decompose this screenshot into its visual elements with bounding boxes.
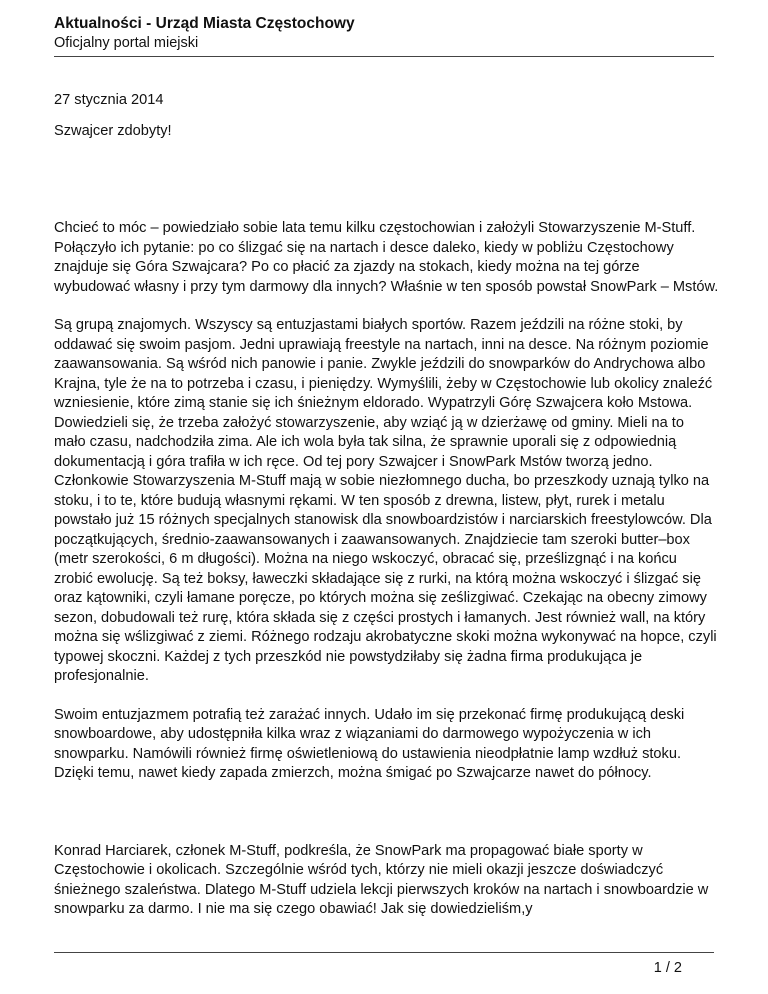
header-divider xyxy=(54,56,714,57)
page-number: 1 / 2 xyxy=(653,960,682,976)
article-paragraph: Członkowie Stowarzyszenia M-Stuff mają w sobie niezłomnego ducha, bo przeszkody uznają tylko na stoku, i to te, które budują własnymi rękami. W ten sposób z drewna, listew, płyt, rurek i metalu powstało już 15 różnych specjalnych stanowisk dla snowboardzistów i narciarskich freestylowców. Dla początkujących, średnio-zaawansowanych i zaawansowanych. Znajdziecie tam szeroki butter–box (metr szerokości, 6 m długości). Można na niego wskoczyć, obracać się, prześlizgnąć i na końcu zrobić ewolucję. Są też boksy, ławeczki składające się z rurki, na którą można wskoczyć i ślizgać się oraz kątowniki, czyli łamane poręcze, po których można się ześlizgiwać. Czekając na obecny zimowy sezon, dobudowali też rurę, która składa się z części prostych i łamanych. Jest również wall, na który można się wślizgiwać z ziemi. Różnego rodzaju akrobatyczne skoki można wykonywać na hopce, czyli typowej skoczni. Każdej z tych przeszkód nie powstydziłaby się żadna firma produkująca je profesjonalnie. xyxy=(54,473,717,684)
article-paragraph: Są grupą znajomych. Wszyscy są entuzjastami białych sportów. Razem jeździli na różne stoki, by oddawać się swoim pasjom. Jedni uprawiają freestyle na nartach, inni na desce. Na różnym poziomie zaawansowania. Są wśród nich panowie i panie. Zwykle jeździli do snowparków do Andrychowa albo Krajna, tyle że na to potrzeba i czasu, i pieniędzy. Wymyślili, żeby w Częstochowie lub okolicy znaleźć wzniesienie, które zimą stanie się ich śnieżnym eldorado. Wypatrzyli Górę Szwajcera koło Mstowa. Dowiedzieli się, że trzeba założyć stowarzyszenie, aby wziąć ją w dzierżawę od gminy. Mieli na to mało czasu, nadchodziła zima. Ale ich wola była tak silna, że sprawnie uporali się z odpowiednią dokumentacją i góra trafiła w ich ręce. Od tej pory Szwajcer i SnowPark Mstów tworzą jedno. xyxy=(54,317,713,470)
article-paragraph: Swoim entuzjazmem potrafią też zarażać innych. Udało im się przekonać firmę produkującą deski snowboardowe, aby udostępniła kilka wraz z wiązaniami do darmowego wypożyczenia w ich snowparku. Namówili również firmę oświetleniową do ustawienia nieodpłatnie lamp wzdłuż stoku. Dzięki temu, nawet kiedy zapada zmierzch, można śmigać po Szwajcarze nawet do północy. xyxy=(54,706,685,781)
page-header xyxy=(54,14,714,53)
footer-divider xyxy=(54,952,714,953)
article-title: Szwajcer zdobyty! xyxy=(54,122,172,139)
article-date: 27 stycznia 2014 xyxy=(54,92,164,108)
article-paragraph: Chcieć to móc – powiedziało sobie lata temu kilku częstochowian i założyli Stowarzyszenie M-Stuff. Połączyło ich pytanie: po co ślizgać się na nartach i desce daleko, kiedy w pobliżu Częstochowy znajduje się Góra Szwajcara? Po co płacić za zjazdy na stokach, kiedy można na tej górze wybudować własny i przy tym darmowy dla innych? Właśnie w ten sposób powstał SnowPark – Mstów. xyxy=(54,220,719,295)
article-paragraph: Konrad Harciarek, członek M-Stuff, podkreśla, że SnowPark ma propagować białe sporty w Częstochowie i okolicach. Szczególnie wśród tych, którzy nie mieli okazji jeszcze doświadczyć śnieżnego szaleństwa. Dlatego M-Stuff udziela lekcji pierwszych kroków na nartach i snowboardzie w snowparku za darmo. I nie ma się czego obawiać! Jak się dowiedzieliśm,y xyxy=(54,842,709,917)
site-subtitle: Oficjalny portal miejski xyxy=(54,35,199,51)
article-body xyxy=(54,91,719,939)
site-title: Aktualności - Urząd Miasta Częstochowy xyxy=(54,15,355,32)
